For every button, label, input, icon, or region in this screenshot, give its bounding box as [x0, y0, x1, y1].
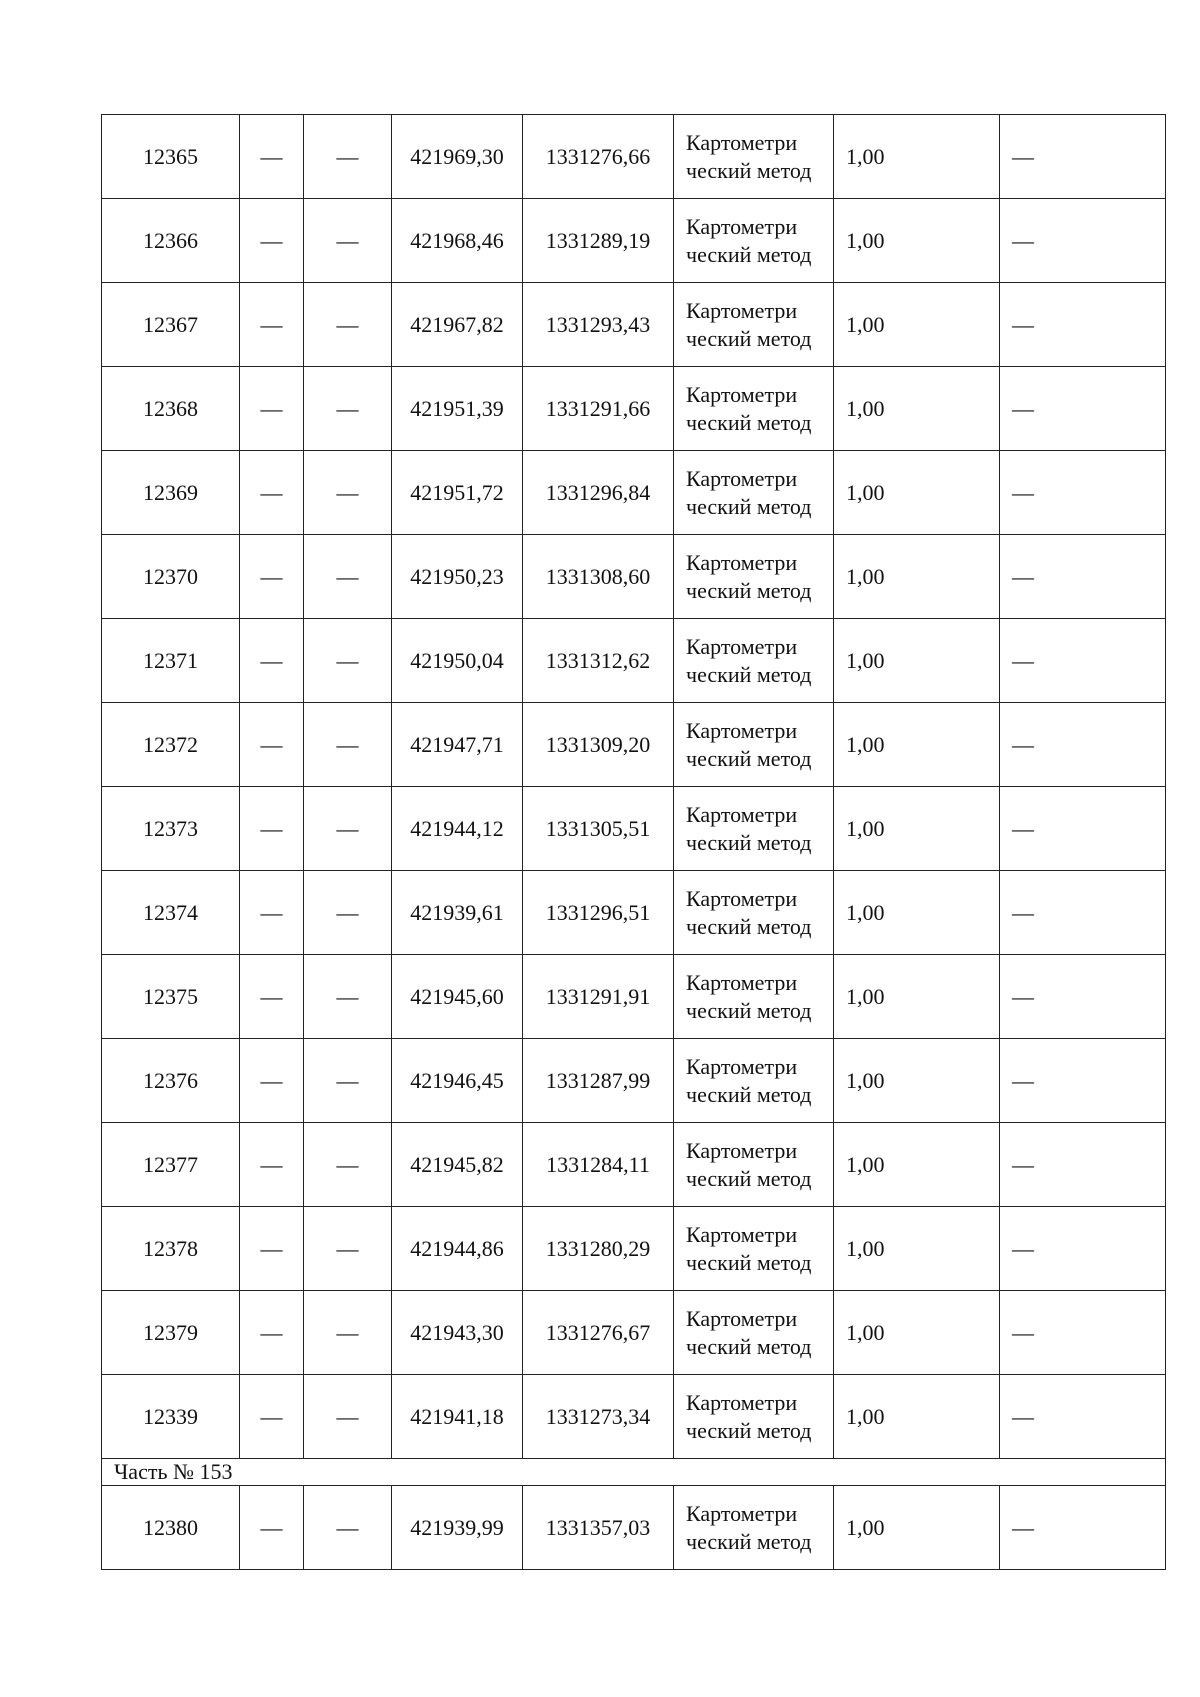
empty-value-cell: — — [304, 955, 392, 1039]
coordinate-x-cell: 421967,82 — [392, 283, 523, 367]
method-cell: Картометри ческий метод — [674, 787, 834, 871]
point-number-cell: 12373 — [102, 787, 240, 871]
coordinate-x-cell: 421969,30 — [392, 115, 523, 199]
method-cell: Картометри ческий метод — [674, 283, 834, 367]
method-cell: Картометри ческий метод — [674, 1207, 834, 1291]
coordinate-x-cell: 421968,46 — [392, 199, 523, 283]
coordinate-y-cell: 1331296,51 — [523, 871, 674, 955]
coordinate-y-cell: 1331293,43 — [523, 283, 674, 367]
table-row — [102, 787, 1166, 871]
method-cell: Картометри ческий метод — [674, 1486, 834, 1570]
table-body — [102, 115, 1166, 1570]
empty-value-cell: — — [240, 1123, 304, 1207]
empty-value-cell: — — [304, 199, 392, 283]
accuracy-cell: 1,00 — [834, 1123, 1000, 1207]
coordinate-y-cell: 1331273,34 — [523, 1375, 674, 1459]
point-number-cell: 12379 — [102, 1291, 240, 1375]
empty-value-cell: — — [240, 283, 304, 367]
coordinate-y-cell: 1331284,11 — [523, 1123, 674, 1207]
point-number-cell: 12366 — [102, 199, 240, 283]
empty-value-cell: — — [304, 871, 392, 955]
accuracy-cell: 1,00 — [834, 283, 1000, 367]
table-row — [102, 115, 1166, 199]
accuracy-cell: 1,00 — [834, 703, 1000, 787]
coordinate-y-cell: 1331276,66 — [523, 115, 674, 199]
coordinate-y-cell: 1331291,66 — [523, 367, 674, 451]
empty-value-cell: — — [240, 535, 304, 619]
method-cell: Картометри ческий метод — [674, 1375, 834, 1459]
coordinate-y-cell: 1331291,91 — [523, 955, 674, 1039]
method-cell: Картометри ческий метод — [674, 115, 834, 199]
coordinate-x-cell: 421946,45 — [392, 1039, 523, 1123]
table-row — [102, 1375, 1166, 1459]
description-cell: — — [1000, 283, 1166, 367]
coordinates-table — [101, 114, 1166, 1570]
coordinate-x-cell: 421943,30 — [392, 1291, 523, 1375]
coordinate-y-cell: 1331308,60 — [523, 535, 674, 619]
empty-value-cell: — — [304, 367, 392, 451]
coordinate-y-cell: 1331280,29 — [523, 1207, 674, 1291]
accuracy-cell: 1,00 — [834, 1375, 1000, 1459]
description-cell: — — [1000, 1039, 1166, 1123]
method-cell: Картометри ческий метод — [674, 1039, 834, 1123]
description-cell: — — [1000, 535, 1166, 619]
point-number-cell: 12371 — [102, 619, 240, 703]
description-cell: — — [1000, 1207, 1166, 1291]
description-cell: — — [1000, 1486, 1166, 1570]
accuracy-cell: 1,00 — [834, 535, 1000, 619]
accuracy-cell: 1,00 — [834, 1207, 1000, 1291]
table-row — [102, 535, 1166, 619]
method-cell: Картометри ческий метод — [674, 619, 834, 703]
accuracy-cell: 1,00 — [834, 1039, 1000, 1123]
table-row — [102, 1123, 1166, 1207]
point-number-cell: 12365 — [102, 115, 240, 199]
coordinate-x-cell: 421944,86 — [392, 1207, 523, 1291]
empty-value-cell: — — [240, 199, 304, 283]
coordinate-x-cell: 421944,12 — [392, 787, 523, 871]
empty-value-cell: — — [304, 451, 392, 535]
point-number-cell: 12380 — [102, 1486, 240, 1570]
point-number-cell: 12370 — [102, 535, 240, 619]
coordinate-y-cell: 1331276,67 — [523, 1291, 674, 1375]
empty-value-cell: — — [240, 1039, 304, 1123]
empty-value-cell: — — [304, 1291, 392, 1375]
table-row — [102, 1039, 1166, 1123]
method-cell: Картометри ческий метод — [674, 1123, 834, 1207]
point-number-cell: 12367 — [102, 283, 240, 367]
point-number-cell: 12339 — [102, 1375, 240, 1459]
coordinate-x-cell: 421951,72 — [392, 451, 523, 535]
empty-value-cell: — — [240, 367, 304, 451]
point-number-cell: 12377 — [102, 1123, 240, 1207]
table-row — [102, 1486, 1166, 1570]
accuracy-cell: 1,00 — [834, 115, 1000, 199]
description-cell: — — [1000, 703, 1166, 787]
description-cell: — — [1000, 1375, 1166, 1459]
empty-value-cell: — — [240, 115, 304, 199]
method-cell: Картометри ческий метод — [674, 535, 834, 619]
description-cell: — — [1000, 1291, 1166, 1375]
empty-value-cell: — — [304, 1375, 392, 1459]
coordinate-x-cell: 421951,39 — [392, 367, 523, 451]
accuracy-cell: 1,00 — [834, 1486, 1000, 1570]
point-number-cell: 12368 — [102, 367, 240, 451]
coordinate-y-cell: 1331287,99 — [523, 1039, 674, 1123]
point-number-cell: 12378 — [102, 1207, 240, 1291]
description-cell: — — [1000, 619, 1166, 703]
table-row — [102, 451, 1166, 535]
table-row — [102, 619, 1166, 703]
empty-value-cell: — — [304, 1207, 392, 1291]
description-cell: — — [1000, 871, 1166, 955]
method-cell: Картометри ческий метод — [674, 703, 834, 787]
accuracy-cell: 1,00 — [834, 451, 1000, 535]
empty-value-cell: — — [304, 703, 392, 787]
method-cell: Картометри ческий метод — [674, 955, 834, 1039]
section-header-row — [102, 1459, 1166, 1486]
point-number-cell: 12375 — [102, 955, 240, 1039]
accuracy-cell: 1,00 — [834, 871, 1000, 955]
point-number-cell: 12376 — [102, 1039, 240, 1123]
description-cell: — — [1000, 787, 1166, 871]
coordinate-y-cell: 1331357,03 — [523, 1486, 674, 1570]
table-row — [102, 1291, 1166, 1375]
accuracy-cell: 1,00 — [834, 955, 1000, 1039]
empty-value-cell: — — [304, 619, 392, 703]
description-cell: — — [1000, 1123, 1166, 1207]
coordinate-y-cell: 1331305,51 — [523, 787, 674, 871]
accuracy-cell: 1,00 — [834, 1291, 1000, 1375]
accuracy-cell: 1,00 — [834, 787, 1000, 871]
point-number-cell: 12372 — [102, 703, 240, 787]
method-cell: Картометри ческий метод — [674, 451, 834, 535]
empty-value-cell: — — [240, 871, 304, 955]
coordinate-y-cell: 1331312,62 — [523, 619, 674, 703]
empty-value-cell: — — [304, 1039, 392, 1123]
accuracy-cell: 1,00 — [834, 367, 1000, 451]
empty-value-cell: — — [240, 1375, 304, 1459]
coordinate-y-cell: 1331296,84 — [523, 451, 674, 535]
section-label: Часть № 153 — [102, 1459, 1166, 1486]
coordinate-x-cell: 421941,18 — [392, 1375, 523, 1459]
empty-value-cell: — — [304, 535, 392, 619]
description-cell: — — [1000, 955, 1166, 1039]
description-cell: — — [1000, 115, 1166, 199]
table-row — [102, 1207, 1166, 1291]
empty-value-cell: — — [304, 115, 392, 199]
coordinate-y-cell: 1331309,20 — [523, 703, 674, 787]
description-cell: — — [1000, 199, 1166, 283]
empty-value-cell: — — [240, 703, 304, 787]
table-row — [102, 703, 1166, 787]
method-cell: Картометри ческий метод — [674, 871, 834, 955]
table-row — [102, 199, 1166, 283]
empty-value-cell: — — [240, 451, 304, 535]
empty-value-cell: — — [240, 1486, 304, 1570]
empty-value-cell: — — [240, 619, 304, 703]
coordinate-x-cell: 421950,04 — [392, 619, 523, 703]
empty-value-cell: — — [304, 1123, 392, 1207]
description-cell: — — [1000, 451, 1166, 535]
table-row — [102, 955, 1166, 1039]
point-number-cell: 12369 — [102, 451, 240, 535]
coordinate-x-cell: 421945,60 — [392, 955, 523, 1039]
point-number-cell: 12374 — [102, 871, 240, 955]
table-row — [102, 367, 1166, 451]
description-cell: — — [1000, 367, 1166, 451]
method-cell: Картометри ческий метод — [674, 367, 834, 451]
method-cell: Картометри ческий метод — [674, 1291, 834, 1375]
coordinate-x-cell: 421945,82 — [392, 1123, 523, 1207]
coordinate-x-cell: 421947,71 — [392, 703, 523, 787]
method-cell: Картометри ческий метод — [674, 199, 834, 283]
empty-value-cell: — — [240, 1291, 304, 1375]
coordinate-x-cell: 421950,23 — [392, 535, 523, 619]
coordinate-x-cell: 421939,99 — [392, 1486, 523, 1570]
table-row — [102, 283, 1166, 367]
accuracy-cell: 1,00 — [834, 619, 1000, 703]
empty-value-cell: — — [240, 955, 304, 1039]
empty-value-cell: — — [304, 787, 392, 871]
coordinate-x-cell: 421939,61 — [392, 871, 523, 955]
empty-value-cell: — — [240, 1207, 304, 1291]
accuracy-cell: 1,00 — [834, 199, 1000, 283]
table-row — [102, 871, 1166, 955]
empty-value-cell: — — [304, 1486, 392, 1570]
coordinate-y-cell: 1331289,19 — [523, 199, 674, 283]
empty-value-cell: — — [240, 787, 304, 871]
empty-value-cell: — — [304, 283, 392, 367]
